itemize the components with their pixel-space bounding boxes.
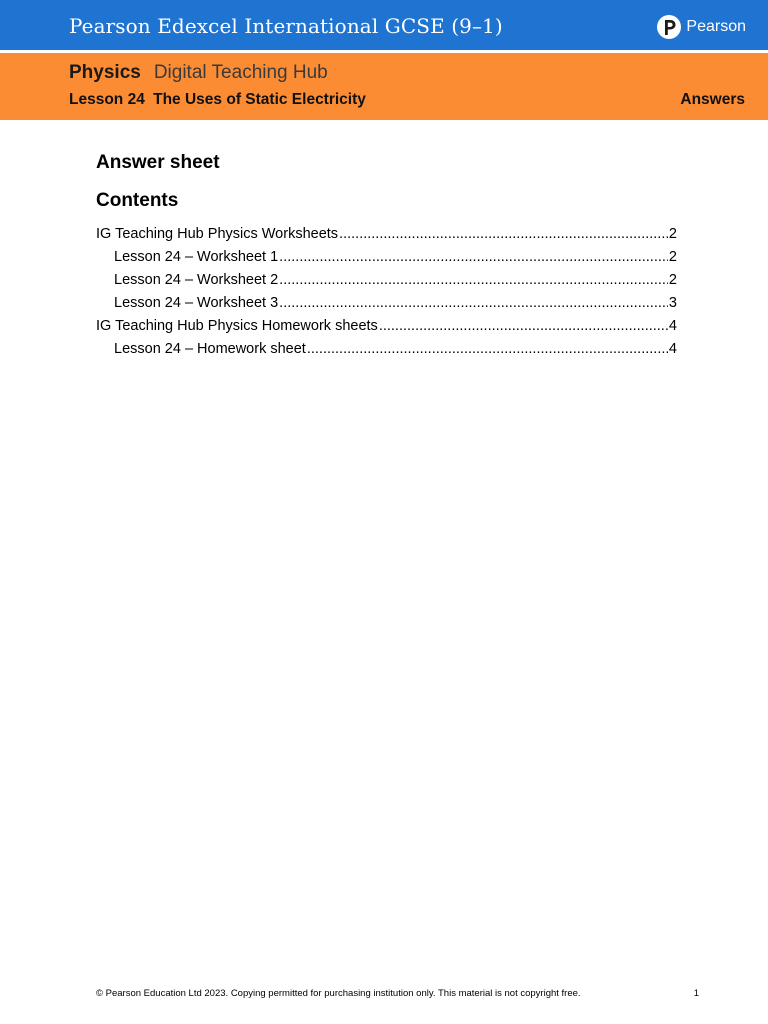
copyright-notice: © Pearson Education Ltd 2023. Copying permitted for purchasing institution only. This material is not copyright free. bbox=[96, 988, 581, 999]
section-label: Answers bbox=[680, 91, 745, 108]
toc-entry-worksheet-3[interactable] bbox=[96, 292, 677, 315]
toc-entry-label: Lesson 24 – Worksheet 2 bbox=[114, 272, 279, 288]
table-of-contents bbox=[96, 223, 677, 361]
toc-entry-page: 4 bbox=[668, 318, 677, 334]
toc-leader bbox=[339, 223, 668, 246]
top-header-bar bbox=[0, 0, 768, 52]
toc-entry-label: IG Teaching Hub Physics Homework sheets bbox=[96, 318, 378, 334]
toc-leader bbox=[279, 246, 668, 269]
lesson-number: Lesson 24 bbox=[69, 91, 145, 108]
toc-entry-homework-sheets[interactable] bbox=[96, 315, 677, 338]
toc-entry-page: 2 bbox=[668, 249, 677, 265]
toc-entry-homework-sheet[interactable] bbox=[96, 338, 677, 361]
toc-entry-label: Lesson 24 – Homework sheet bbox=[114, 341, 306, 357]
brand-name: Pearson bbox=[686, 18, 746, 35]
toc-entry-worksheet-1[interactable] bbox=[96, 246, 677, 269]
toc-entry-page: 4 bbox=[668, 341, 677, 357]
subject-name: Physics bbox=[69, 62, 141, 83]
contents-heading: Contents bbox=[96, 190, 179, 211]
page-number: 1 bbox=[693, 988, 699, 999]
pearson-brand bbox=[657, 15, 746, 39]
page-footer bbox=[96, 988, 699, 999]
toc-entry-page: 2 bbox=[668, 272, 677, 288]
page-title: Answer sheet bbox=[96, 152, 220, 173]
lesson-line bbox=[69, 91, 366, 109]
toc-entry-label: Lesson 24 – Worksheet 3 bbox=[114, 295, 279, 311]
lesson-title: The Uses of Static Electricity bbox=[153, 91, 366, 108]
toc-entry-label: IG Teaching Hub Physics Worksheets bbox=[96, 226, 339, 242]
toc-leader bbox=[307, 338, 668, 361]
toc-entry-worksheets[interactable] bbox=[96, 223, 677, 246]
toc-leader bbox=[379, 315, 668, 338]
toc-leader bbox=[279, 269, 668, 292]
hub-name: Digital Teaching Hub bbox=[153, 62, 328, 83]
series-title: Pearson Edexcel International GCSE (9–1) bbox=[69, 14, 503, 38]
pearson-logo-icon bbox=[657, 15, 681, 39]
document-body bbox=[96, 150, 677, 361]
subject-line bbox=[69, 62, 328, 84]
toc-entry-page: 2 bbox=[668, 226, 677, 242]
toc-entry-worksheet-2[interactable] bbox=[96, 269, 677, 292]
toc-entry-label: Lesson 24 – Worksheet 1 bbox=[114, 249, 279, 265]
toc-leader bbox=[279, 292, 668, 315]
toc-entry-page: 3 bbox=[668, 295, 677, 311]
